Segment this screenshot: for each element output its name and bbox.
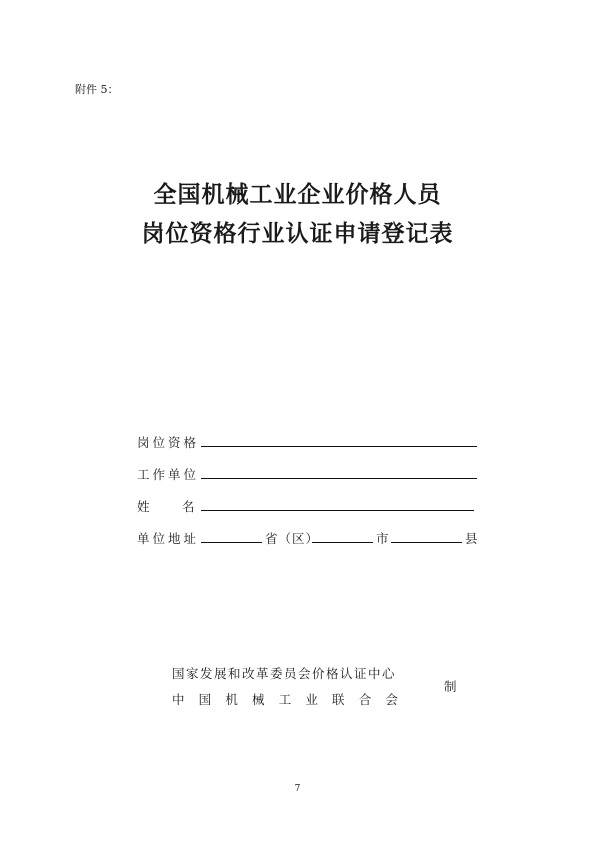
page-number: 7 [294, 784, 301, 794]
city-field[interactable] [312, 530, 373, 543]
name-label-char1: 姓 [137, 499, 153, 514]
issuer-line2: 中 国 机 械 工 业 联 合 会 [172, 692, 402, 707]
province-label: 省（区） [265, 531, 320, 546]
document-title-line1: 全国机械工业企业价格人员 [153, 181, 442, 208]
position-qualification-label: 岗位资格 [137, 435, 200, 450]
county-label: 县 [465, 531, 481, 546]
issuer-line1: 国家发展和改革委员会价格认证中心 [172, 666, 397, 681]
document-title-line2: 岗位资格行业认证申请登记表 [141, 220, 454, 247]
city-label: 市 [376, 531, 392, 546]
county-field[interactable] [391, 530, 462, 543]
province-field[interactable] [201, 530, 262, 543]
name-label-char2: 名 [182, 499, 198, 514]
position-qualification-field[interactable] [201, 434, 477, 447]
unit-address-label: 单位地址 [137, 531, 200, 546]
issuer-suffix: 制 [444, 679, 457, 694]
work-unit-label: 工作单位 [137, 467, 200, 482]
work-unit-field[interactable] [201, 466, 477, 479]
name-field[interactable] [201, 498, 474, 511]
attachment-label: 附件 5： [75, 83, 119, 96]
